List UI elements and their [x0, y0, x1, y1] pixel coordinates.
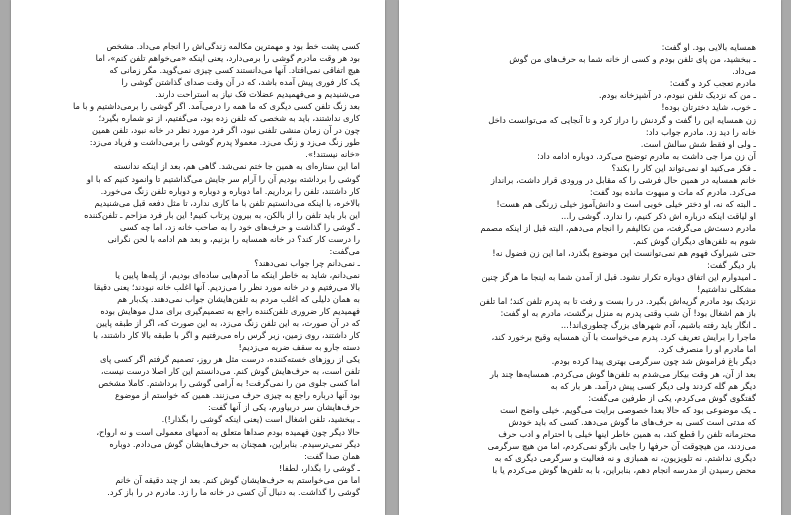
text-line: ـ نمی‌دانم چرا جواب نمی‌دهند؟	[254, 257, 360, 268]
text-line: حرف‌هایشان سر دربیاورم، یکی از آنها گفت:	[208, 402, 360, 413]
text-line: ـ فکر می‌کنید او نمی‌تواند این کار را بکند؟	[611, 162, 756, 173]
text-line: ـ گوشی را گذاشت و حرف‌های خود را به صاحب خانه زد، اما چه کسی	[119, 221, 360, 232]
text-line: مادرم دست‌ش می‌گرفت، من نکالیفم را انجام می‌دهم، البته قبل از اینکه مصمم	[480, 223, 756, 234]
text-line: بعد زنگ تلفن کسی دیگری که ما همه را درمی‌آمد. اگر گوشی را برمی‌داشتیم و با ما	[73, 101, 360, 112]
text-line: محض رسیدن از مدرسه انجام دهم، بنابراین، با به تلفن‌ها گوش می‌کردم یا با	[492, 465, 756, 476]
text-line: همسایه بالایی بود. او گفت:	[661, 42, 756, 52]
text-line: دیگر نمی‌ترسیدم. بنابراین، همچنان به حرف‌هایشان گوش می‌دادم. دوباره	[109, 438, 360, 449]
text-line: آن زن مرا جی داشت به مادرم توضیح می‌کرد. دوباره ادامه داد:	[537, 150, 756, 161]
text-line: خانه را دید زد. مادرم جواب داد:	[645, 126, 756, 137]
left-page	[11, 0, 385, 515]
text-line: می‌داد.	[732, 66, 756, 77]
text-line: گوشی را برداشته بودیم آن را آرام سر جایش می‌گذاشتیم تا وانمود کنیم که با او	[86, 173, 360, 184]
text-line: او لیاقت اینکه درباره اش ذکر کنیم، را ندارد. گوشی را...	[561, 211, 756, 222]
text-line: «خانه نیستند!».	[305, 149, 360, 160]
text-line: طور زنگ می‌زد و زنگ می‌زد. معمولا پدرم گوشی را برمی‌داشت و فریاد می‌زد:	[89, 137, 360, 148]
text-line: می‌کرد. مادرم که مات و مبهوت مانده بود گفت:	[589, 187, 756, 198]
text-line: اما مادرم او را منصرف کرد.	[658, 344, 756, 355]
text-line: بود آنها درباره راجع به چیزی حرف می‌زنند. همین که خواستم از موضوع	[114, 390, 360, 401]
text-line: تلفن است، به حرف‌هایش گوش کنم. می‌دانستم این کار اصلا درست نیست،	[100, 366, 360, 377]
text-line: ـ البته که نه، او دختر خیلی خوبی است و دانش‌آموز خیلی زرنگی هم هست!	[496, 199, 756, 210]
text-line: بود هر وقت مادرم گوشی را برمی‌دارد، یعنی اینکه «می‌خواهم تلفن کنم»، اما	[95, 53, 360, 64]
text-line: ـ من که نزدیک تلفن نبودم، در آشپزخانه بودم.	[598, 90, 756, 101]
text-line: چون در آن زمان منشی تلفنی نبود، اگر فرد مورد نظر در خانه نبود، تلفن همین	[92, 125, 360, 136]
right-page	[399, 0, 781, 515]
text-line: زن همسایه این را گفت و گردنش را دراز کرد و تا آنجایی که می‌توانست داخل	[488, 114, 756, 125]
text-line: فهمیدیم کار ضروری تلفن‌کننده راجع به تصمیم‌گیری برای مدل موهایش بوده	[100, 306, 360, 317]
text-line: محترمانه تلفن را قطع کند، به همین خاطر اینها خیلی با احترام و ادب حرف	[498, 429, 756, 439]
text-line: حتی شیراوک فهوم هم نمی‌توانست این موضوع بگذرد، اما این زن فضول نه!	[492, 247, 756, 258]
text-line: دیگر هم گله کردند ولی دیگر کسی پیش درآمد. هر بار که به	[550, 380, 756, 391]
text-line: هیچ اتفاقی نمی‌افتاد. آنها می‌دانستند کسی چیزی نمی‌گوید. مگر زمانی که	[109, 65, 360, 76]
text-line: بعد از آن، هر وقت بیکار می‌شدم به تلفن‌ها گوش می‌کردم. همسایه‌ها چند بار	[489, 368, 756, 379]
text-line: ـ انگار باید رفته باشیم، آدم شهرهای بزرگ چطوری‌اند!...	[560, 320, 756, 331]
text-line: می‌گفت:	[329, 245, 360, 256]
text-line: یکی از روزهای خسته‌کننده، درست مثل هر روز، تصمیم گرفتم اگر کسی پای	[100, 354, 360, 365]
text-line: باز هم اشغال بود! آن شب وقتی پدرم به منزل برگشت، مادرم به او گفت:	[500, 308, 756, 319]
text-line: دیگری نداشتم. نه تلویزیون، نه همبازی و نه فعالیت و سرگرمی دیگری که به	[494, 453, 756, 464]
text-line: اما من می‌خواستم به حرف‌هایشان گوش کنم. بعد از چند دقیقه آن خانم	[115, 474, 360, 485]
text-line: ـ ببخشید، تلفن اشغال است (یعنی اینکه گوشی را بگذار!).	[161, 414, 360, 425]
text-line: شوم به تلفن‌های دیگران گوش کنم.	[633, 235, 756, 246]
text-line: بالا می‌رفتیم و در خانه مورد نظر را می‌زدیم. آنها اغلب خانه نبودند؛ یعنی دقیقا	[93, 281, 360, 292]
text-line: خانم همسایه در همین حال فرشی را که مقابل در ورودی قرار داشت، برانداز	[490, 175, 756, 186]
text-line: یک کار فوری پیش آمده باشد، که در آن وقت صدای گذاشتن گوشی را	[121, 77, 360, 88]
text-line: گفتگوی گوش می‌کردم، یکی از طرفین می‌گفت:	[588, 392, 756, 403]
text-line: نزدیک بود مادرم گریه‌اش بگیرد. در را بست و رفت تا به پدرم تلفن کند؛ اما تلفن	[479, 295, 756, 306]
text-line: که مدتی است کسی به حرف‌های ما گوش می‌دهد. کسی که باید خودش	[508, 416, 756, 427]
text-line: ـ ببخشید، من پای تلفن بودم و کسی از خانه شما به حرف‌های من گوش	[509, 54, 756, 65]
text-line: ماجرا را برایش تعریف کرد. پدرم می‌خواست با آن همسایه وقیح برخورد کند،	[491, 332, 756, 343]
text-line: مشکلی نداشتیم!	[696, 283, 756, 294]
text-line: اما این ستاره‌ای به همین جا ختم نمی‌شد. گاهی هم، بعد از اینکه ندانسته	[113, 161, 360, 172]
text-line: کار داشتند، تلفن را برداریم. اما دوباره و دوباره و دوباره تلفن زنگ می‌خورد.	[100, 185, 360, 196]
text-line: حالا دیگر چون فهمیده بودم صداها متعلق به آدمهای معمولی است و نه ارواح،	[96, 426, 360, 437]
text-line: را درست کار کند؟ در خانه همسایه را بزنیم، و بعد هم ادامه با لحن نگرانی	[107, 233, 360, 244]
text-line: ـ یک موضوعی بود که حالا بعدا خصوصی برایت می‌گویم. خیلی واضح است	[500, 404, 756, 415]
text-line: مادرم تعجب کرد و گفت:	[669, 78, 756, 89]
text-line: کسی پشت خط بود و مهمترین مکالمه زندگی‌اش را انجام می‌داد. مشخص	[106, 41, 360, 51]
text-line: ـ خوب، شاید دخترتان بوده!	[661, 102, 756, 113]
text-line: ـ امیدوارم این اتفاق دوباره تکرار نشود. قبل از آمدن شما به اینجا ما هرگز چنین	[481, 271, 756, 282]
text-line: دسته جارو به سقف ضربه می‌زدیم!	[238, 342, 360, 353]
text-line: این بار باید تلفن را از بالکن، به بیرون پرتاب کنیم! این بار فرد مزاحم ـ تلفن‌کننده	[84, 209, 360, 220]
text-line: بالاخره، با اینکه می‌دانستیم تلفن با ما کاری ندارد، تا مثل دفعه قبل می‌شنیدیم	[94, 197, 360, 208]
text-line: به همان دلیلی که اغلب مردم به تلفن‌هایشان جواب نمی‌دهند. یک‌بار هم	[117, 293, 360, 304]
text-line: نمی‌دانم، شاید به خاطر اینکه ما آدم‌هایی ساده‌ای بودیم، از پله‌ها پایین یا	[115, 269, 360, 280]
text-line: اما کسی جلوی من را نمی‌گرفت! به آرامی گوشی را برداشتم. کاملا مشخص	[98, 378, 360, 389]
text-line: می‌شنیدیم و می‌فهمیدیم عضلات فک نیاز به استراحت دارند.	[155, 89, 360, 100]
text-line: همان صدا گفت:	[304, 450, 360, 461]
text-line: کاری نداشتند، باید به شخصی که تلفن زده بود، می‌گفتیم، از تو شماره بگیرد؛	[98, 113, 360, 124]
text-line: ـ گوشی را بگذار، لطفا!	[278, 462, 360, 473]
text-line: بار دیگر گفت:	[707, 259, 756, 270]
text-line: کار داشتند، روی زمین، زبر گرس راه می‌رفتیم و اگر با طبقه بالا کار داشتند، با	[93, 330, 360, 341]
text-line: می‌زدند، من هیچوقت آن حرفها را جایی بازگو نمی‌کردم، اما من هیچ سرگرمی	[487, 441, 756, 452]
text-line: ـ ولی او فقط شش سالش است.	[640, 138, 756, 149]
text-line: که در آن صورت، به این تلفن زنگ می‌زد، به این صورت که، اگر از طبقه پایین	[95, 318, 360, 329]
text-line: دیگر باغ فراموش شد چون سرگرمی بهتری پیدا کرده بودم.	[551, 356, 756, 367]
text-line: گوشی را گذاشت. به دنبال آن کسی در خانه ما را زد. مادرم در را باز کرد.	[107, 486, 360, 497]
